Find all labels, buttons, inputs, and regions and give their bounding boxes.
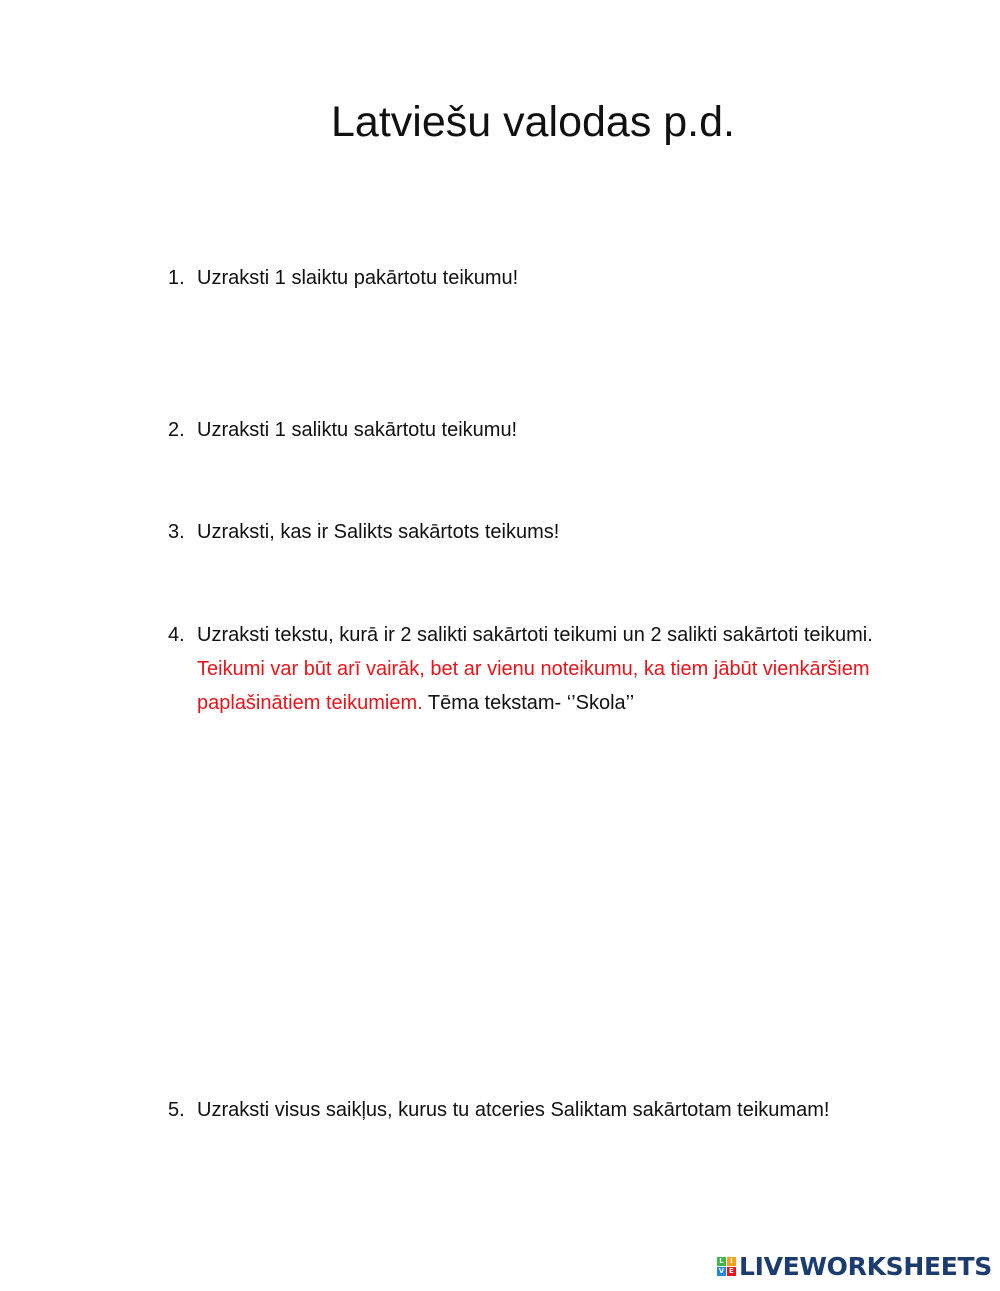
logo-mark-letter: I — [727, 1257, 736, 1266]
logo-mark-letter: L — [717, 1257, 726, 1266]
task-number: 1. — [168, 267, 185, 289]
task-number: 2. — [168, 419, 185, 441]
logo-mark-letter: E — [727, 1267, 736, 1276]
task-item-3 — [168, 515, 938, 549]
task-text: Uzraksti, kas ir Salikts sakārtots teikums! — [197, 521, 560, 543]
task-text: Uzraksti 1 slaiktu pakārtotu teikumu! — [197, 267, 519, 289]
task-text: Uzraksti 1 saliktu sakārtotu teikumu! — [197, 419, 518, 441]
task-number: 4. — [168, 624, 185, 646]
task-text: Uzraksti visus saikļus, kurus tu atceries Saliktam sakārtotam teikumam! — [197, 1099, 830, 1121]
task-item-5 — [168, 1093, 938, 1127]
task-number: 3. — [168, 521, 185, 543]
task-text-end: Tēma tekstam- ‘’Skola’’ — [422, 692, 635, 714]
task-item-1 — [168, 261, 938, 295]
task-text-highlight: Teikumi var būt arī vairāk, bet ar vienu noteikumu, ka tiem jābūt vienkāršiem paplašinātiem teikumiem. — [197, 658, 870, 714]
liveworksheets-logo-text: LIVEWORKSHEETS — [738, 1251, 992, 1281]
task-item-2 — [168, 413, 938, 447]
liveworksheets-logo-icon — [717, 1257, 736, 1276]
task-number: 5. — [168, 1099, 185, 1121]
page-title: Latviešu valodas p.d. — [331, 98, 735, 146]
liveworksheets-logo — [717, 1251, 992, 1281]
task-text — [197, 618, 938, 720]
task-text-start: Uzraksti tekstu, kurā ir 2 salikti sakārtoti teikumi un 2 salikti sakārtoti teikumi. — [197, 624, 873, 646]
logo-mark-letter: V — [718, 1266, 725, 1275]
task-item-4 — [168, 618, 938, 720]
